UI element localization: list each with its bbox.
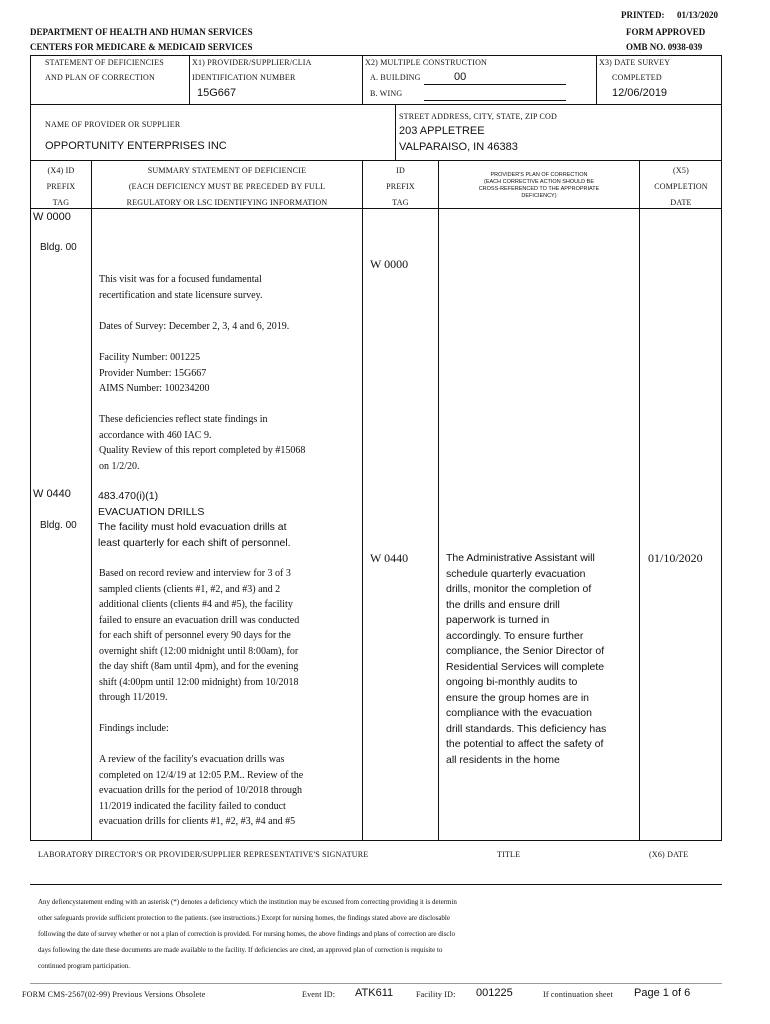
event-id-label: Event ID: — [302, 990, 336, 999]
department-title: DEPARTMENT OF HEALTH AND HUMAN SERVICES — [30, 27, 253, 37]
x1-label: X1) PROVIDER/SUPPLIER/CLIA — [192, 58, 312, 67]
building-tag-2: Bldg. 00 — [40, 520, 77, 531]
printed-date: 01/13/2020 — [677, 10, 719, 20]
facility-numbers: Facility Number: 001225 Provider Number: 15G667 AIMS Number: 100234200 — [99, 352, 210, 394]
survey-intro: This visit was for a focused fundamental recertification and state licensure survey. — [99, 274, 263, 301]
drill-review: A review of the facility's evacuation drills was completed on 12/4/19 at 12:05 P.M.. Review of the evacuation drills for the period of 10/2018 through 11/2019 indicated the facility failed to conduct evacuation drills for clients #1, #2, #3, #4 and #5 — [99, 754, 304, 827]
signature-date-label: (X6) DATE — [649, 850, 689, 859]
x3-label: X3) DATE SURVEY — [599, 58, 671, 67]
summary-header-1: SUMMARY STATEMENT OF DEFICIENCIE — [147, 166, 307, 175]
form-number: FORM CMS-2567(02-99) Previous Versions Obsolete — [22, 990, 206, 999]
x2-label: X2) MULTIPLE CONSTRUCTION — [365, 58, 488, 67]
plan-header-1: PROVIDER'S PLAN OF CORRECTION — [490, 172, 588, 178]
x5-header-2: COMPLETION — [654, 182, 708, 191]
cms-title: CENTERS FOR MEDICARE & MEDICAID SERVICES — [30, 42, 253, 52]
id-header-1: ID — [396, 166, 405, 175]
x1-sub-label: IDENTIFICATION NUMBER — [192, 73, 296, 82]
continuation-label: If continuation sheet — [543, 990, 613, 999]
plan-header-4: DEFICIENCY) — [521, 193, 557, 199]
survey-dates: Dates of Survey: December 2, 3, 4 and 6, 2019. — [99, 321, 290, 332]
building-value: 00 — [454, 71, 467, 83]
facility-id-value: 001225 — [476, 987, 513, 999]
summary-header-2: (EACH DEFICIENCY MUST BE PRECEDED BY FULL — [128, 182, 326, 191]
address-line-2: VALPARAISO, IN 46383 — [399, 141, 518, 153]
completion-date: 01/10/2020 — [648, 551, 703, 565]
form-approved: FORM APPROVED — [626, 27, 706, 37]
regulation-heading: 483.470(i)(1) EVACUATION DRILLS The facility must hold evacuation drills at least quarterly for each shift of personnel. — [98, 490, 291, 549]
wing-label: B. WING — [370, 89, 403, 98]
x4-header-2: PREFIX — [46, 182, 76, 191]
plan-header — [439, 172, 639, 200]
x4-header-3: TAG — [52, 198, 70, 207]
plan-header-2: (EACH CORRECTIVE ACTION SHOULD BE — [483, 179, 595, 185]
id-header-3: TAG — [392, 198, 409, 207]
summary-header-3: REGULATORY OR LSC IDENTIFYING INFORMATION — [126, 198, 328, 207]
state-findings: These deficiencies reflect state findings in accordance with 460 IAC 9. Quality Review of this report completed by #15068 on 1/2/20. — [99, 414, 306, 472]
printed-label: PRINTED: — [621, 10, 665, 20]
plan-header-3: CROSS-REFERENCED TO THE APPROPRIATE — [478, 186, 600, 192]
id-prefix-w0440: W 0440 — [370, 551, 409, 565]
title-label: TITLE — [497, 850, 521, 859]
findings-include: Findings include: — [99, 723, 169, 734]
provider-number: 15G667 — [197, 87, 237, 99]
x5-header-1: (X5) — [673, 166, 689, 175]
address-line-1: 203 APPLETREE — [399, 125, 485, 137]
id-header-2: PREFIX — [386, 182, 415, 191]
statement-label-1: STATEMENT OF DEFICIENCIES — [45, 58, 164, 67]
building-label: A. BUILDING — [370, 73, 421, 82]
id-prefix-w0000: W 0000 — [370, 257, 409, 271]
provider-name-label: NAME OF PROVIDER OR SUPPLIER — [45, 120, 181, 129]
x4-header-1: (X4) ID — [47, 166, 75, 175]
facility-id-label: Facility ID: — [416, 990, 456, 999]
plan-of-correction: The Administrative Assistant will schedule quarterly evacuation drills, monitor the completion of the drills and ensure drill paperwork is turned in accordingly. To ensure further compliance, the Senior Director of Residential Services will complete ongoing bi-monthly audits to ensure the group homes are in compliance with the evacuation drill standards. This deficiency has the potential to affect the safety of all residents in the home — [446, 552, 607, 766]
address-label: STREET ADDRESS, CITY, STATE, ZIP COD — [399, 112, 557, 121]
x5-header-3: DATE — [670, 198, 692, 207]
statement-label-2: AND PLAN OF CORRECTION — [45, 73, 155, 82]
deficiency-tag-w0000: W 0000 — [33, 211, 71, 223]
provider-name: OPPORTUNITY ENTERPRISES INC — [45, 140, 227, 152]
event-id-value: ATK611 — [355, 987, 394, 999]
deficiency-findings: Based on record review and interview for 3 of 3 sampled clients (clients #1, #2, and #3) and 2 additional clients (clients #4 and #5), the facility failed to ensure an evacuation drill was conducted for each shift of personnel every 90 days for the overnight shift (12:00 midnight until 8:00am), for the day shift (8am until 4pm), and for the evening shift (4:00pm until 12:00 midnight) from 10/2018 through 11/2019. — [99, 568, 300, 703]
page-number: Page 1 of 6 — [634, 987, 691, 999]
deficiency-tag-w0440: W 0440 — [33, 488, 71, 500]
omb-number: OMB NO. 0938-039 — [626, 42, 703, 52]
survey-completed-date: 12/06/2019 — [612, 87, 668, 99]
building-tag-1: Bldg. 00 — [40, 242, 77, 253]
deficiency-footnote: Any defiencystatement ending with an asterisk (*) denotes a deficiency which the institution may be excused from correcting providing it is determin other safeguards provide sufficient protection to the patients. (see instructions.) Except for nursing homes, the findings stated above are disclosable following the date of survey whether or not a plan of correction is provided. For nursing homes, the above findings and plans of correction are disclo days following the date these documents are made available to the facility. If deficiencies are cited, an approved plan of correction is requisite to continued program participation. — [38, 898, 457, 970]
signature-label: LABORATORY DIRECTOR'S OR PROVIDER/SUPPLIER REPRESENTATIVE'S SIGNATURE — [38, 850, 369, 859]
x3-sub-label: COMPLETED — [612, 73, 662, 82]
